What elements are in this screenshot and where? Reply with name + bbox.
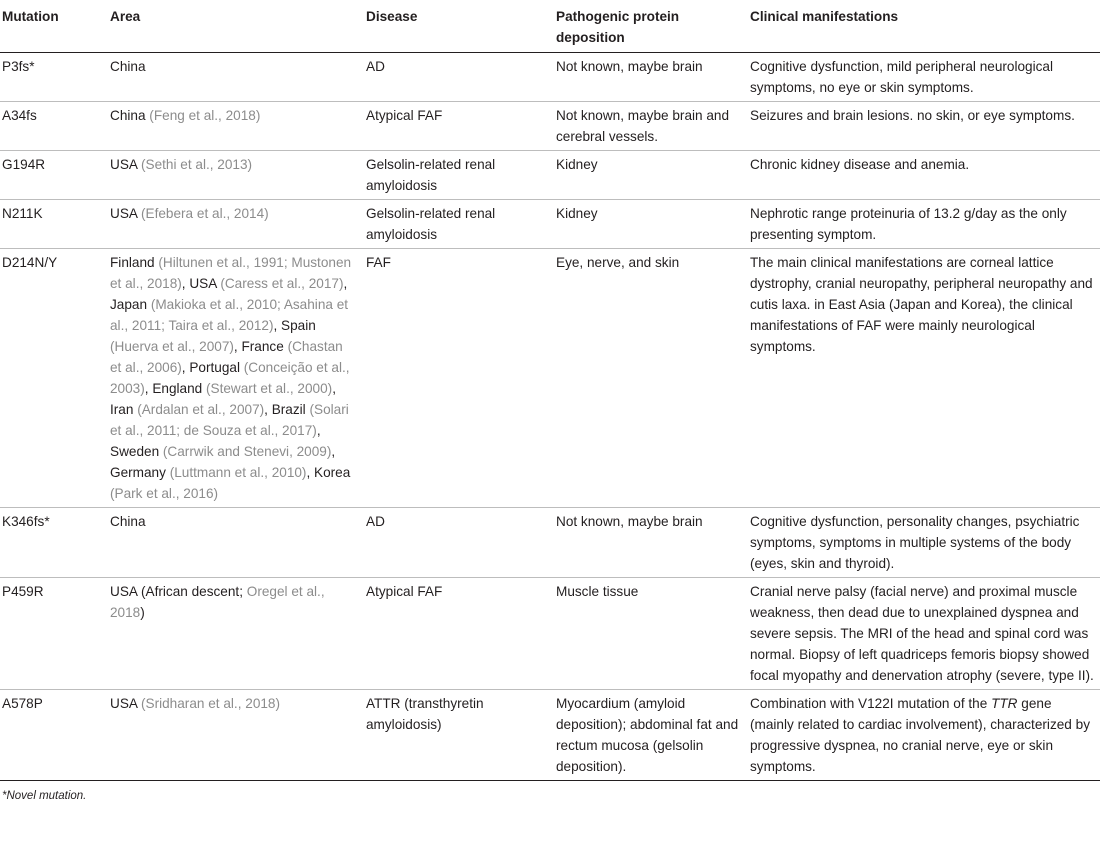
cell-deposition: Muscle tissue: [556, 584, 639, 599]
area-text: , France: [233, 339, 288, 354]
reference-citation: (Park et al., 2016): [110, 486, 219, 501]
area-text: China: [110, 59, 146, 74]
cell-area: [110, 151, 366, 200]
area-text: , Sweden: [110, 423, 321, 459]
area-text: China: [110, 514, 146, 529]
cell-manifestations: [750, 249, 1100, 508]
cell-area: [110, 200, 366, 249]
cell-mutation: A34fs: [2, 108, 37, 123]
table-row: [0, 690, 1100, 781]
area-text: China: [110, 108, 150, 123]
cell-manifestations: [750, 200, 1100, 249]
area-text: , Iran: [110, 381, 336, 417]
manifestation-text: gene (mainly related to cardiac involvement), characterized by progressive dyspnea, no cranial nerve, eye or skin symptoms.: [750, 696, 1090, 774]
area-text: , Germany: [110, 444, 336, 480]
reference-citation: (Makioka et al., 2010; Asahina et al., 2011; Taira et al., 2012): [110, 297, 349, 333]
reference-citation: (Solari et al., 2011; de Souza et al., 2017): [110, 402, 349, 438]
area-text: , Spain: [273, 318, 316, 333]
cell-mutation: N211K: [2, 206, 43, 221]
header-disease: Disease: [366, 9, 418, 24]
cell-mutation: A578P: [2, 696, 43, 711]
cell-area: [110, 53, 366, 102]
cell-mutation: P459R: [2, 584, 44, 599]
footnote: *Novel mutation.: [2, 790, 87, 802]
manifestation-text: Cognitive dysfunction, mild peripheral neurological symptoms, no eye or skin symptoms.: [750, 59, 1054, 95]
header-manifestations: Clinical manifestations: [750, 9, 899, 24]
cell-manifestations: [750, 508, 1100, 578]
cell-disease: Atypical FAF: [366, 108, 443, 123]
cell-manifestations: [750, 578, 1100, 690]
table-row: [0, 249, 1100, 508]
area-text: USA: [110, 206, 141, 221]
cell-manifestations: [750, 690, 1100, 781]
cell-disease: FAF: [366, 255, 391, 270]
cell-disease: ATTR (transthyretin amyloidosis): [366, 696, 484, 732]
cell-deposition: Kidney: [556, 206, 598, 221]
reference-citation: (Conceição et al., 2003): [110, 360, 350, 396]
cell-disease: Atypical FAF: [366, 584, 443, 599]
cell-mutation: G194R: [2, 157, 46, 172]
manifestation-text: The main clinical manifestations are corneal lattice dystrophy, cranial neuropathy, peripheral neuropathy and cutis laxa. in East Asia (Japan and Korea), the clinical manifestations of FAF were mainly neurological symptoms.: [750, 255, 1093, 354]
cell-area: [110, 102, 366, 151]
manifestation-text: Seizures and brain lesions. no skin, or eye symptoms.: [750, 108, 1075, 123]
table-row: [0, 578, 1100, 690]
cell-deposition: Not known, maybe brain: [556, 514, 703, 529]
cell-deposition: Myocardium (amyloid deposition); abdominal fat and rectum mucosa (gelsolin deposition).: [556, 696, 739, 774]
cell-area: [110, 249, 366, 508]
reference-citation: Oregel et al., 2018: [110, 584, 325, 620]
area-text: , Brazil: [264, 402, 310, 417]
reference-citation: (Carrwik and Stenevi, 2009): [162, 444, 332, 459]
area-text: , Japan: [110, 276, 348, 312]
reference-citation: (Efebera et al., 2014): [140, 206, 269, 221]
table-header-row: [0, 0, 1100, 53]
cell-disease: AD: [366, 514, 385, 529]
cell-deposition: Eye, nerve, and skin: [556, 255, 680, 270]
cell-disease: Gelsolin-related renal amyloidosis: [366, 206, 496, 242]
reference-citation: (Huerva et al., 2007): [110, 339, 234, 354]
cell-area: [110, 690, 366, 781]
manifestation-text: Chronic kidney disease and anemia.: [750, 157, 970, 172]
cell-mutation: P3fs*: [2, 59, 35, 74]
cell-mutation: D214N/Y: [2, 255, 58, 270]
table-row: [0, 102, 1100, 151]
gene-name: TTR: [991, 696, 1018, 711]
header-mutation: Mutation: [2, 9, 59, 24]
table-row: [0, 151, 1100, 200]
manifestation-text: Combination with V122I mutation of the: [750, 696, 992, 711]
table-row: [0, 508, 1100, 578]
cell-disease: AD: [366, 59, 385, 74]
cell-deposition: Kidney: [556, 157, 598, 172]
manifestation-text: Cranial nerve palsy (facial nerve) and proximal muscle weakness, then dead due to unexplained dyspnea and severe sepsis. The MRI of the head and spinal cord was normal. Biopsy of left quadriceps femoris biopsy showed focal myopathy and denervation atrophy (severe, type II).: [750, 584, 1094, 683]
cell-deposition: Not known, maybe brain and cerebral vessels.: [556, 108, 730, 144]
table-body: [0, 53, 1100, 781]
area-text: , England: [144, 381, 206, 396]
cell-disease: Gelsolin-related renal amyloidosis: [366, 157, 496, 193]
area-text: ): [140, 605, 145, 620]
area-text: USA: [110, 696, 141, 711]
reference-citation: (Chastan et al., 2006): [110, 339, 343, 375]
reference-citation: (Sethi et al., 2013): [140, 157, 253, 172]
area-text: , Korea: [306, 465, 351, 480]
area-text: USA: [110, 157, 141, 172]
area-text: USA (African descent;: [110, 584, 247, 599]
reference-citation: (Luttmann et al., 2010): [169, 465, 307, 480]
area-text: , Portugal: [181, 360, 244, 375]
reference-citation: (Sridharan et al., 2018): [140, 696, 281, 711]
manifestation-text: Cognitive dysfunction, personality changes, psychiatric symptoms, symptoms in multiple systems of the body (eyes, skin and thyroid).: [750, 514, 1080, 571]
cell-manifestations: [750, 53, 1100, 102]
header-area: Area: [110, 9, 141, 24]
cell-manifestations: [750, 151, 1100, 200]
reference-citation: (Hiltunen et al., 1991; Mustonen et al., 2018): [110, 255, 352, 291]
table-row: [0, 53, 1100, 102]
cell-area: [110, 578, 366, 690]
reference-citation: (Caress et al., 2017): [220, 276, 344, 291]
reference-citation: (Stewart et al., 2000): [206, 381, 333, 396]
cell-area: [110, 508, 366, 578]
table-row: [0, 200, 1100, 249]
cell-manifestations: [750, 102, 1100, 151]
reference-citation: (Ardalan et al., 2007): [137, 402, 265, 417]
cell-deposition: Not known, maybe brain: [556, 59, 703, 74]
area-text: , USA: [181, 276, 221, 291]
reference-citation: (Feng et al., 2018): [149, 108, 261, 123]
header-deposition: Pathogenic protein deposition: [556, 9, 680, 45]
cell-mutation: K346fs*: [2, 514, 50, 529]
manifestation-text: Nephrotic range proteinuria of 13.2 g/day as the only presenting symptom.: [750, 206, 1067, 242]
area-text: Finland: [110, 255, 159, 270]
